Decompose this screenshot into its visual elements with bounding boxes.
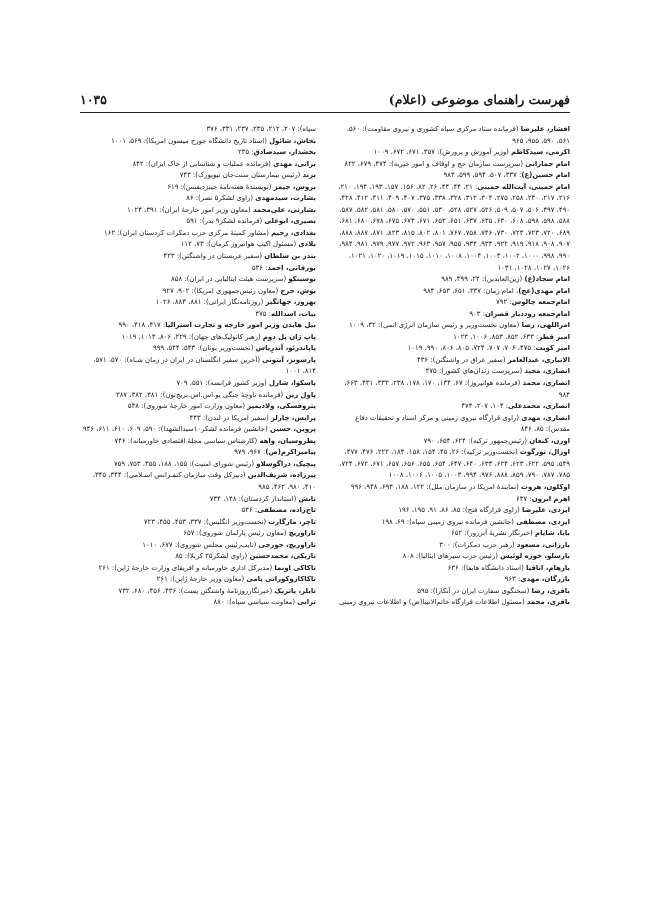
index-entry xyxy=(80,182,316,194)
entry-details: (خبرنگار نشریهٔ آبزرور): ۶۵۲ xyxy=(451,529,536,538)
entry-details: (سخنگوی سفارت ایران در آنکارا): ۵۹۵ xyxy=(417,586,532,595)
entry-name: امام‌جمعه روددبار قصران xyxy=(484,309,570,318)
entry-details: (سرپرست سازمان حج و اوقاف و امور خیریه): ۴۷۴، ۶۷۹، ۸۲۲ xyxy=(344,159,526,168)
index-column-right xyxy=(334,124,570,609)
index-entry xyxy=(80,251,316,263)
entry-name: تاراوریچ، جورجی xyxy=(258,540,316,549)
entry-name: ترابی xyxy=(297,598,316,607)
index-entry xyxy=(80,494,316,506)
index-entry xyxy=(334,436,570,448)
entry-name: پتروفسکی، ولادیمیر xyxy=(247,402,316,411)
entry-details: : ۹۶۷، ۹۷۹ xyxy=(234,448,266,457)
index-entry xyxy=(80,124,316,136)
index-entry xyxy=(80,309,316,321)
entry-details: (سفیر امریکا در لندن): ۴۴۳ xyxy=(189,413,272,422)
entry-name: بارهام، اتاقیا xyxy=(525,563,570,572)
entry-details: (سرپرست هیئت ایتالیایی در ایران): ۸۵۸ xyxy=(171,275,289,284)
entry-details: (معاون نخست‌وزیر و رئیس سازمان انرژی اتمی): ۳۲، ۱۰۰۹ xyxy=(349,321,522,330)
index-entry xyxy=(334,563,570,575)
index-entry xyxy=(334,297,570,309)
entry-name: اوزال، تورگوت xyxy=(519,448,570,457)
index-entry xyxy=(80,470,316,493)
entry-details: (سفیر عراق در واشنگتن): ۴۳۶ xyxy=(417,355,508,364)
entry-name: امام حسین(ع) xyxy=(521,171,570,180)
entry-name: پیامبراکرم(ص) xyxy=(265,448,316,457)
entry-name: بلادی xyxy=(298,240,316,249)
entry-details: (وزیر کشور فرانسه): ۵۵۱، ۷۰۹ xyxy=(176,379,270,388)
entry-name: تایلر، پاتریک xyxy=(274,586,316,595)
index-entry xyxy=(80,239,316,251)
entry-name: پروین، حسین xyxy=(270,425,316,434)
entry-details: (آخرین سفیر انگلستان در ایران در زمان شـاه): ۵۷۰، ۵۷۱، ۸۱۴، ۱۰۰۱ xyxy=(93,355,316,376)
index-entry xyxy=(334,551,570,563)
entry-details: (استاد تاریخ دانشگاه جورج میسون امریکا): ۵۶۹، ۱۰۰۱ xyxy=(111,136,270,145)
entry-name: تاچر، مارگارت xyxy=(268,517,316,526)
index-entry xyxy=(334,540,570,552)
index-entry xyxy=(80,159,316,171)
entry-name: بندر بن سلطان xyxy=(264,252,316,261)
entry-details: (نایب‌رئیس مجلس شوروی): ۶۷۷، ۱۰۱۰ xyxy=(142,540,259,549)
entry-details: (وزیر آموزش و پرورش): ۳۵۷، ۶۷۱، ۶۷۲، ۱۰۰۹ xyxy=(373,148,512,157)
index-entry xyxy=(334,597,570,609)
index-entry xyxy=(80,574,316,586)
index-entry xyxy=(80,505,316,517)
entry-name: انصاری، مهدی xyxy=(521,413,570,422)
running-title: فهرست راهنمای موضوعی (اعلام) xyxy=(388,91,570,107)
index-column-left xyxy=(80,124,316,609)
entry-details: (مدیرکل اداری خاورمیانه و افریقای وزارت خارجهٔ ژاپن): ۲۶۱ xyxy=(98,563,275,572)
index-entry xyxy=(80,551,316,563)
entry-name: پیرزاده، شریف‌الدین xyxy=(247,471,316,480)
entry-details: : ۷۹۲ xyxy=(496,298,512,307)
index-entry xyxy=(80,332,316,344)
page-number: ۱۰۳۵ xyxy=(80,91,107,107)
index-entry xyxy=(80,459,316,471)
entry-details: : ۶۳۷ xyxy=(516,494,532,503)
index-entry xyxy=(80,413,316,425)
index-entry xyxy=(80,193,316,205)
entry-name: بخاش، شائول xyxy=(269,136,316,145)
entry-details: (نخست‌وزیر یونان): ۵۴۳، ۵۴۴، ۹۹۹ xyxy=(152,344,256,353)
entry-name: امام خمینی، آیت‌الله خمینی xyxy=(477,182,570,191)
entry-details: (دبیرکل وقت سازمان کنفـرانس اسـلامی): ۳۴۴، ۳۴۵، ۴۱۰، ۹۸۰، ۴۶۲، ۹۸۵ xyxy=(92,471,316,491)
entry-name: امام جمارانی xyxy=(525,159,570,168)
entry-details: (جانشین فرمانده لشکر۱۰سیدالشهدا): ۵۹۰، ۶۰۹، ۶۱۰، ۶۱۱، ۹۴۶ xyxy=(82,425,271,434)
index-entry xyxy=(80,424,316,436)
entry-details: ، امام زمان: ۳۳۷، ۶۵۱، ۶۵۳، ۹۸۴ xyxy=(423,286,519,295)
entry-name: بابا، شایام xyxy=(535,529,570,538)
entry-name: بصیری، ابوعلی xyxy=(264,217,316,226)
entry-name: الانباری، عبدالعامر xyxy=(507,355,570,364)
entry-name: امام سجاد(ع) xyxy=(524,275,570,284)
index-entry xyxy=(80,355,316,378)
index-entry xyxy=(80,205,316,217)
entry-details: (معاونت سیاسی سپاه): ۸۸۰ xyxy=(213,598,298,607)
entry-name: افشار، علیرضا xyxy=(520,125,570,133)
entry-name: بروس، جیمز xyxy=(273,182,316,191)
index-entry xyxy=(80,447,316,459)
index-entry xyxy=(80,147,316,159)
index-entry xyxy=(334,447,570,482)
index-entry xyxy=(80,263,316,275)
entry-name: ایزدی، علیرضا xyxy=(522,506,570,515)
index-entry xyxy=(334,413,570,436)
entry-details: : ۲۱، ۴۴، ۴۴، ۲۶، ۸۲، ۱۵۶، ۱۵۷، ۱۹۳، ۱۹۴، ۲۱۰، ۲۱۶، ۲۱۷، ۲۴۰، ۲۵۸، ۲۷۵، ۳۰۴، ۳۱۲، ۳۲۸، ۳۳۸، ۳۷۵، ۴۰۷، ۴۰۹، ۴۱۱، ۴۱۲، ۴۲۸، ۴۹۰، ۴۹۷، ۵۰۶، ۵۰۷، ۵۰۹، ۵۲۶، ۵۲۷، ۵۲۸، ۵۳۰، ۵۵۱، ۵۷۰، ۵۸۰، ۵۸۱، ۵۸۲، ۵۸۷، ۵۸۸، ۵۹۸، ۵۹۸، ۶۰۸، ۶۳۰، ۶۳۵، ۶۳۷، ۶۵۱، ۶۵۳، ۶۷۱، ۶۷۳، ۶۷۵، ۶۷۸، ۶۸۰، ۶۸۱، ۶۸۹، ۷۲۰، ۷۲۳، ۷۲۴، ۷۳۰، ۷۴۶، ۷۵۸، ۷۶۷، ۸۰۱، ۸۰۲، ۸۱۵، ۸۲۳، ۸۷۱، ۸۸۷، ۸۸۸، ۹۰۷، ۹۰۸، ۹۱۸، ۹۱۹، ۹۲۲، ۹۳۳، ۹۳۴، ۹۵۵، ۹۵۷، ۹۶۳، ۹۷۲، ۹۷۷، ۹۷۹، ۹۸۱، ۹۸۴، ۹۹۰، ۹۹۸، ۱۰۰۰، ۱۰۰۲، ۱۰۰۳، ۱۰۰۴، ۱۰۰۸، ۱۰۱۰، ۱۰۱۵، ۱۰۱۹، ۱۰۲۰، ۱۰۲۱، ۱۰۲۶، ۱۰۲۷، ۱۰۲۸، ۱۰۳۱ xyxy=(338,182,570,272)
entry-name: بارزانی، مسعود xyxy=(516,540,570,549)
index-entry xyxy=(80,378,316,390)
entry-name: تاکاکازوکوراتی یامی xyxy=(246,575,316,584)
entry-name: تاکاکی اونما xyxy=(274,563,316,572)
entry-details: : ۵۳۶ xyxy=(241,506,258,515)
entry-details: (روزنامه‌نگار ایرانی): ۸۸۱، ۸۸۳، ۱۰۲۶ xyxy=(155,298,266,307)
entry-name: بشارت، سیدمهدی xyxy=(255,194,316,203)
entry-name: بارسلو، خوزه لوئیس xyxy=(500,552,570,561)
entry-name: براتی، مهدی xyxy=(273,159,316,168)
index-entry xyxy=(80,597,316,609)
entry-name: تازیکی، محمدحسین xyxy=(249,552,316,561)
entry-name: اکرمی، سیدکاظم xyxy=(511,148,570,157)
index-entry xyxy=(80,320,316,332)
index-entry xyxy=(334,401,570,413)
index-entry xyxy=(80,216,316,228)
entry-name: انصاری، محمد xyxy=(522,379,570,388)
index-entry xyxy=(334,378,570,401)
entry-details: سپاه): ۲۰۷، ۲۱۲، ۲۳۵، ۲۳۷، ۳۳۱، ۳۷۶ xyxy=(206,125,316,133)
entry-name: پارسونز، آنتونی xyxy=(262,355,316,364)
entry-details: : ۹۰۳ xyxy=(469,309,485,318)
entry-name: پاسکوا، شارل xyxy=(269,379,316,388)
entry-details: : ۵۳۶ xyxy=(251,263,268,272)
entry-details: (نخست‌وزیر ترکیه): ۲۶، ۴۵، ۱۵۴، ۱۵۸، ۱۸۴، ۲۲۲، ۴۷۶، ۴۷۷، ۵۴۹، ۵۹۵، ۶۲۲، ۶۲۳، ۶۲۴، ۶۳۳، ۶۴۰، ۶۴۷، ۶۵۴، ۶۵۵، ۶۵۶، ۶۵۷، ۶۷۱، ۶۷۲، ۷۲۴، ۷۸۵، ۷۸۷، ۷۹۰، ۸۵۹، ۸۸۸، ۹۷۶، ۹۹۴، ۱۰۰۳، ۱۰۰۵، ۱۰۰۶، ۱۰۰۸ xyxy=(339,448,570,480)
entry-details: (راوی لشکر۲۵ کربلا): ۸۵ xyxy=(175,552,250,561)
entry-details: (فرمانده ستاد مرکزی سپاه کشوری و نیروی مقاومت): ۵۶۰، ۵۶۱، ۵۹۰، ۹۵۵، ۹۶۵ xyxy=(346,125,570,145)
entry-details: (راوی قرارگاه فتح): ۸۵، ۸۶، ۹۱، ۱۹۵، ۱۹۶ xyxy=(398,506,523,515)
entry-details: : ۶۳۳، ۸۵۲، ۸۵۳، ۱۰۰۶، ۱۰۲۳ xyxy=(453,332,539,341)
entry-details: (کارشناس سیاسی مجلهٔ اقتصادی خاورمیانه): ۷۴۶ xyxy=(114,436,260,445)
entry-details: (معاون رئیس پارلمان شوروی): ۶۵۷ xyxy=(183,529,289,538)
entry-details: (استاد دانشگاه هایفا): ۶۳۶ xyxy=(447,563,526,572)
index-entry xyxy=(80,586,316,598)
index-entry xyxy=(334,309,570,321)
entry-details: : ۱۰۴، ۲۰۷، ۴۷۴ xyxy=(461,402,509,411)
index-entry xyxy=(334,332,570,344)
entry-details: (فرمانده ناوچهٔ جنگی یو.اس.اس.بریج‌تون): ۳۸۱، ۳۸۲، ۳۸۷ xyxy=(116,390,286,399)
entry-details: : ۲۳۵ xyxy=(237,148,254,157)
entry-details: : ۴۱۷، ۴۱۸، ۹۹۰ xyxy=(118,321,166,330)
entry-name: بازرگان، مهدی xyxy=(520,575,570,584)
entry-name: انصاری، محمدعلی xyxy=(508,402,570,411)
entry-details: (استاندار کردستان): ۱۴۸، ۷۳۴ xyxy=(209,494,299,503)
index-entry xyxy=(334,574,570,586)
entry-name: امیر کویت xyxy=(535,344,570,353)
index-entry xyxy=(80,390,316,402)
page-header xyxy=(80,88,570,110)
entry-name: باقری، محمد xyxy=(526,598,570,607)
entry-name: بشارتی، علی‌محمد xyxy=(252,205,316,214)
entry-name: تاج‌زاده، مصطفی xyxy=(257,506,316,515)
index-entry xyxy=(334,482,570,494)
index-entry xyxy=(334,320,570,332)
entry-details: (خبرنگارروزنامهٔ واشنگتن پست): ۴۳۶، ۴۵۶، ۶۸۰، ۷۳۲ xyxy=(118,586,275,595)
entry-details: (نویسندهٔ هفته‌نامهٔ جینزدیفنس): ۶۱۹ xyxy=(167,182,274,191)
index-entry xyxy=(334,494,570,506)
entry-name: بوسینکو xyxy=(288,275,316,284)
entry-details: (رئیس حزب سیرهای ایتالیا): ۸۰۸ xyxy=(402,552,501,561)
header-rule xyxy=(80,112,570,113)
entry-name: بغدادی، رحیم xyxy=(271,228,316,237)
entry-name: پاپاندرئو، آندرِیاس xyxy=(255,344,316,353)
entry-details: (فرمانده لشکر۹ بدر): ۵۹۱ xyxy=(186,217,265,226)
index-entry xyxy=(80,540,316,552)
entry-details: : ۹۶۳ xyxy=(504,575,521,584)
index-entry xyxy=(334,366,570,378)
entry-name: برند xyxy=(302,171,316,180)
index-entry xyxy=(334,355,570,367)
index-entry xyxy=(80,274,316,286)
entry-name: امراللهی، رضا xyxy=(521,321,570,330)
index-entry xyxy=(80,170,316,182)
entry-details: (رئیس‌جمهور ترکیه): ۶۲۴، ۶۵۴، ۷۹۰ xyxy=(423,436,530,445)
entry-name: باقری، رضا xyxy=(531,586,570,595)
entry-name: بیل هایدن وزیر امور خارجه و تجارت استرالیا xyxy=(165,321,316,330)
index-entry xyxy=(334,170,570,182)
index-entry xyxy=(334,159,570,171)
entry-name: بورقانی، احمد xyxy=(267,263,316,272)
entry-name: پاپ ژان پل دوم xyxy=(262,332,316,341)
entry-name: تابش xyxy=(298,494,316,503)
entry-name: بهروز، جهانگیر xyxy=(265,298,316,307)
index-entry xyxy=(80,136,316,148)
entry-details: (راوی لشکر۵ نصر): ۸۶ xyxy=(186,194,256,203)
entry-details: (رئیس بیمارستان سنت‌جان نیویورک): ۷۴۳ xyxy=(179,171,303,180)
index-entry xyxy=(334,147,570,159)
index-entry xyxy=(334,586,570,598)
index-entry xyxy=(80,528,316,540)
index-entry xyxy=(334,517,570,529)
entry-name: اوکلون، هروت xyxy=(521,482,570,491)
entry-details: (معاون وزیر امور خارجهٔ ایران): ۳۹۱، ۱۰۲۴ xyxy=(127,205,253,214)
entry-details: (رئیس شورای امنیت): ۱۵۵، ۱۸۸، ۳۵۵، ۷۵۳، ۷۵۹ xyxy=(113,459,257,468)
entry-details: (معاون وزارت امور خارجهٔ شوروی): ۵۴۸ xyxy=(127,402,248,411)
index-entry xyxy=(80,517,316,529)
entry-name: تاراوریچ xyxy=(288,529,316,538)
index-entry xyxy=(334,505,570,517)
entry-details: (سفیر عربستان در واشنگتن): ۴۲۳ xyxy=(163,252,265,261)
entry-name: امام مهدی(عج) xyxy=(518,286,570,295)
entry-details: (راوی قرارگاه نیروی زمینی و مرکز اسناد و تحقیقات دفاع مقدس): ۸۵، ۸۴۶ xyxy=(355,413,570,434)
entry-name: بخشدار، سیدصادق xyxy=(253,148,316,157)
entry-details: (فرمانده هوانیروز): ۶۷، ۱۳۴، ۱۷۰، ۱۷۸، ۲۳۸، ۳۳۳، ۴۳۱، ۶۶۳، ۹۸۴ xyxy=(344,379,570,399)
entry-name: پرایس، چارلز xyxy=(271,413,316,422)
index-entry xyxy=(80,401,316,413)
entry-details: (مسئول اکیپ هوانیروز کرمان): ۷۳، ۱۱۲ xyxy=(180,240,299,249)
index-entry xyxy=(80,563,316,575)
entry-name: اورن، کنعان xyxy=(529,436,570,445)
entry-details: (نخست‌وزیر انگلیس): ۳۳۷، ۴۵۳، ۴۵۵، ۷۲۳ xyxy=(143,517,269,526)
entry-details: (رهبر کاتولیک‌های جهان): ۲۲۹، ۸۰۶، ۱۰۱۴، ۱۰۱۹ xyxy=(121,332,263,341)
entry-details: (نمایندهٔ امریکا در سازمان ملل): ۱۲۲، ۱۸۸، ۶۹۴، ۹۴۸، ۹۹۶ xyxy=(350,482,522,491)
index-entry xyxy=(80,343,316,355)
entry-name: انصاری، مجید xyxy=(524,367,570,376)
entry-name: امام‌جمعه چالوس xyxy=(511,298,570,307)
index-entry xyxy=(80,436,316,448)
entry-name: بوش، جرج xyxy=(280,286,316,295)
index-entry xyxy=(334,124,570,147)
entry-details: : ۴۷۵ xyxy=(255,309,271,318)
entry-details: (سرپرست زندان‌های کشور): ۴۷۵ xyxy=(425,367,525,376)
entry-name: ایزدی، مصطفی xyxy=(516,517,570,526)
entry-details: (رهبر حزب دمکرات): ۳۰۰ xyxy=(439,540,517,549)
entry-name: امیر قطر xyxy=(538,332,570,341)
index-entry xyxy=(80,286,316,298)
index-entry xyxy=(334,343,570,355)
index-entry xyxy=(334,528,570,540)
entry-details: (جانشین فرمانده نیروی زمینی سپاه): ۶۹، ۱۹۸ xyxy=(381,517,517,526)
entry-name: پطروسیان، واهه xyxy=(259,436,316,445)
index-entry xyxy=(334,274,570,286)
entry-details: : ۴۷۵، ۷۰۶، ۷۰۷، ۷۲۴، ۸۰۵، ۸۰۶، ۹۹۰، ۱۰۱۹ xyxy=(407,344,536,353)
index-entry xyxy=(334,286,570,298)
entry-name: پیچیک، دراگوسلاو xyxy=(256,459,316,468)
entry-name: پاول رین xyxy=(285,390,316,399)
entry-name: بیات، اسدالله xyxy=(271,309,316,318)
entry-name: اهرم ابرون xyxy=(531,494,570,503)
entry-details: (معاون رئیس‌جمهوری امریکا): ۹۰۲، ۹۲۷ xyxy=(162,286,281,295)
entry-details: (زین‌العابدین): ۲۴، ۳۹۹، ۹۸۹ xyxy=(441,275,525,284)
entry-details: (مشاور کمیتهٔ مرکزی حزب دمکرات کردستان ایران): ۱۶۲ xyxy=(104,228,272,237)
index-entry xyxy=(80,228,316,240)
index-entry xyxy=(334,182,570,274)
entry-details: (معاون وزیر خارجهٔ ژاپن): ۲۶۱ xyxy=(156,575,247,584)
entry-details: (مسئول اطلاعات قرارگاه خاتم‌الانبیا(ص) و اطلاعات نیروی زمینی xyxy=(339,598,527,607)
entry-details: (فرمانده عملیات و شناسایی از خاک ایران): ۸۴۲ xyxy=(132,159,274,168)
entry-details: : ۳۳۷، ۵۰۷، ۵۹۴، ۵۹۹، ۹۸۴ xyxy=(443,171,522,180)
index-entry xyxy=(80,297,316,309)
